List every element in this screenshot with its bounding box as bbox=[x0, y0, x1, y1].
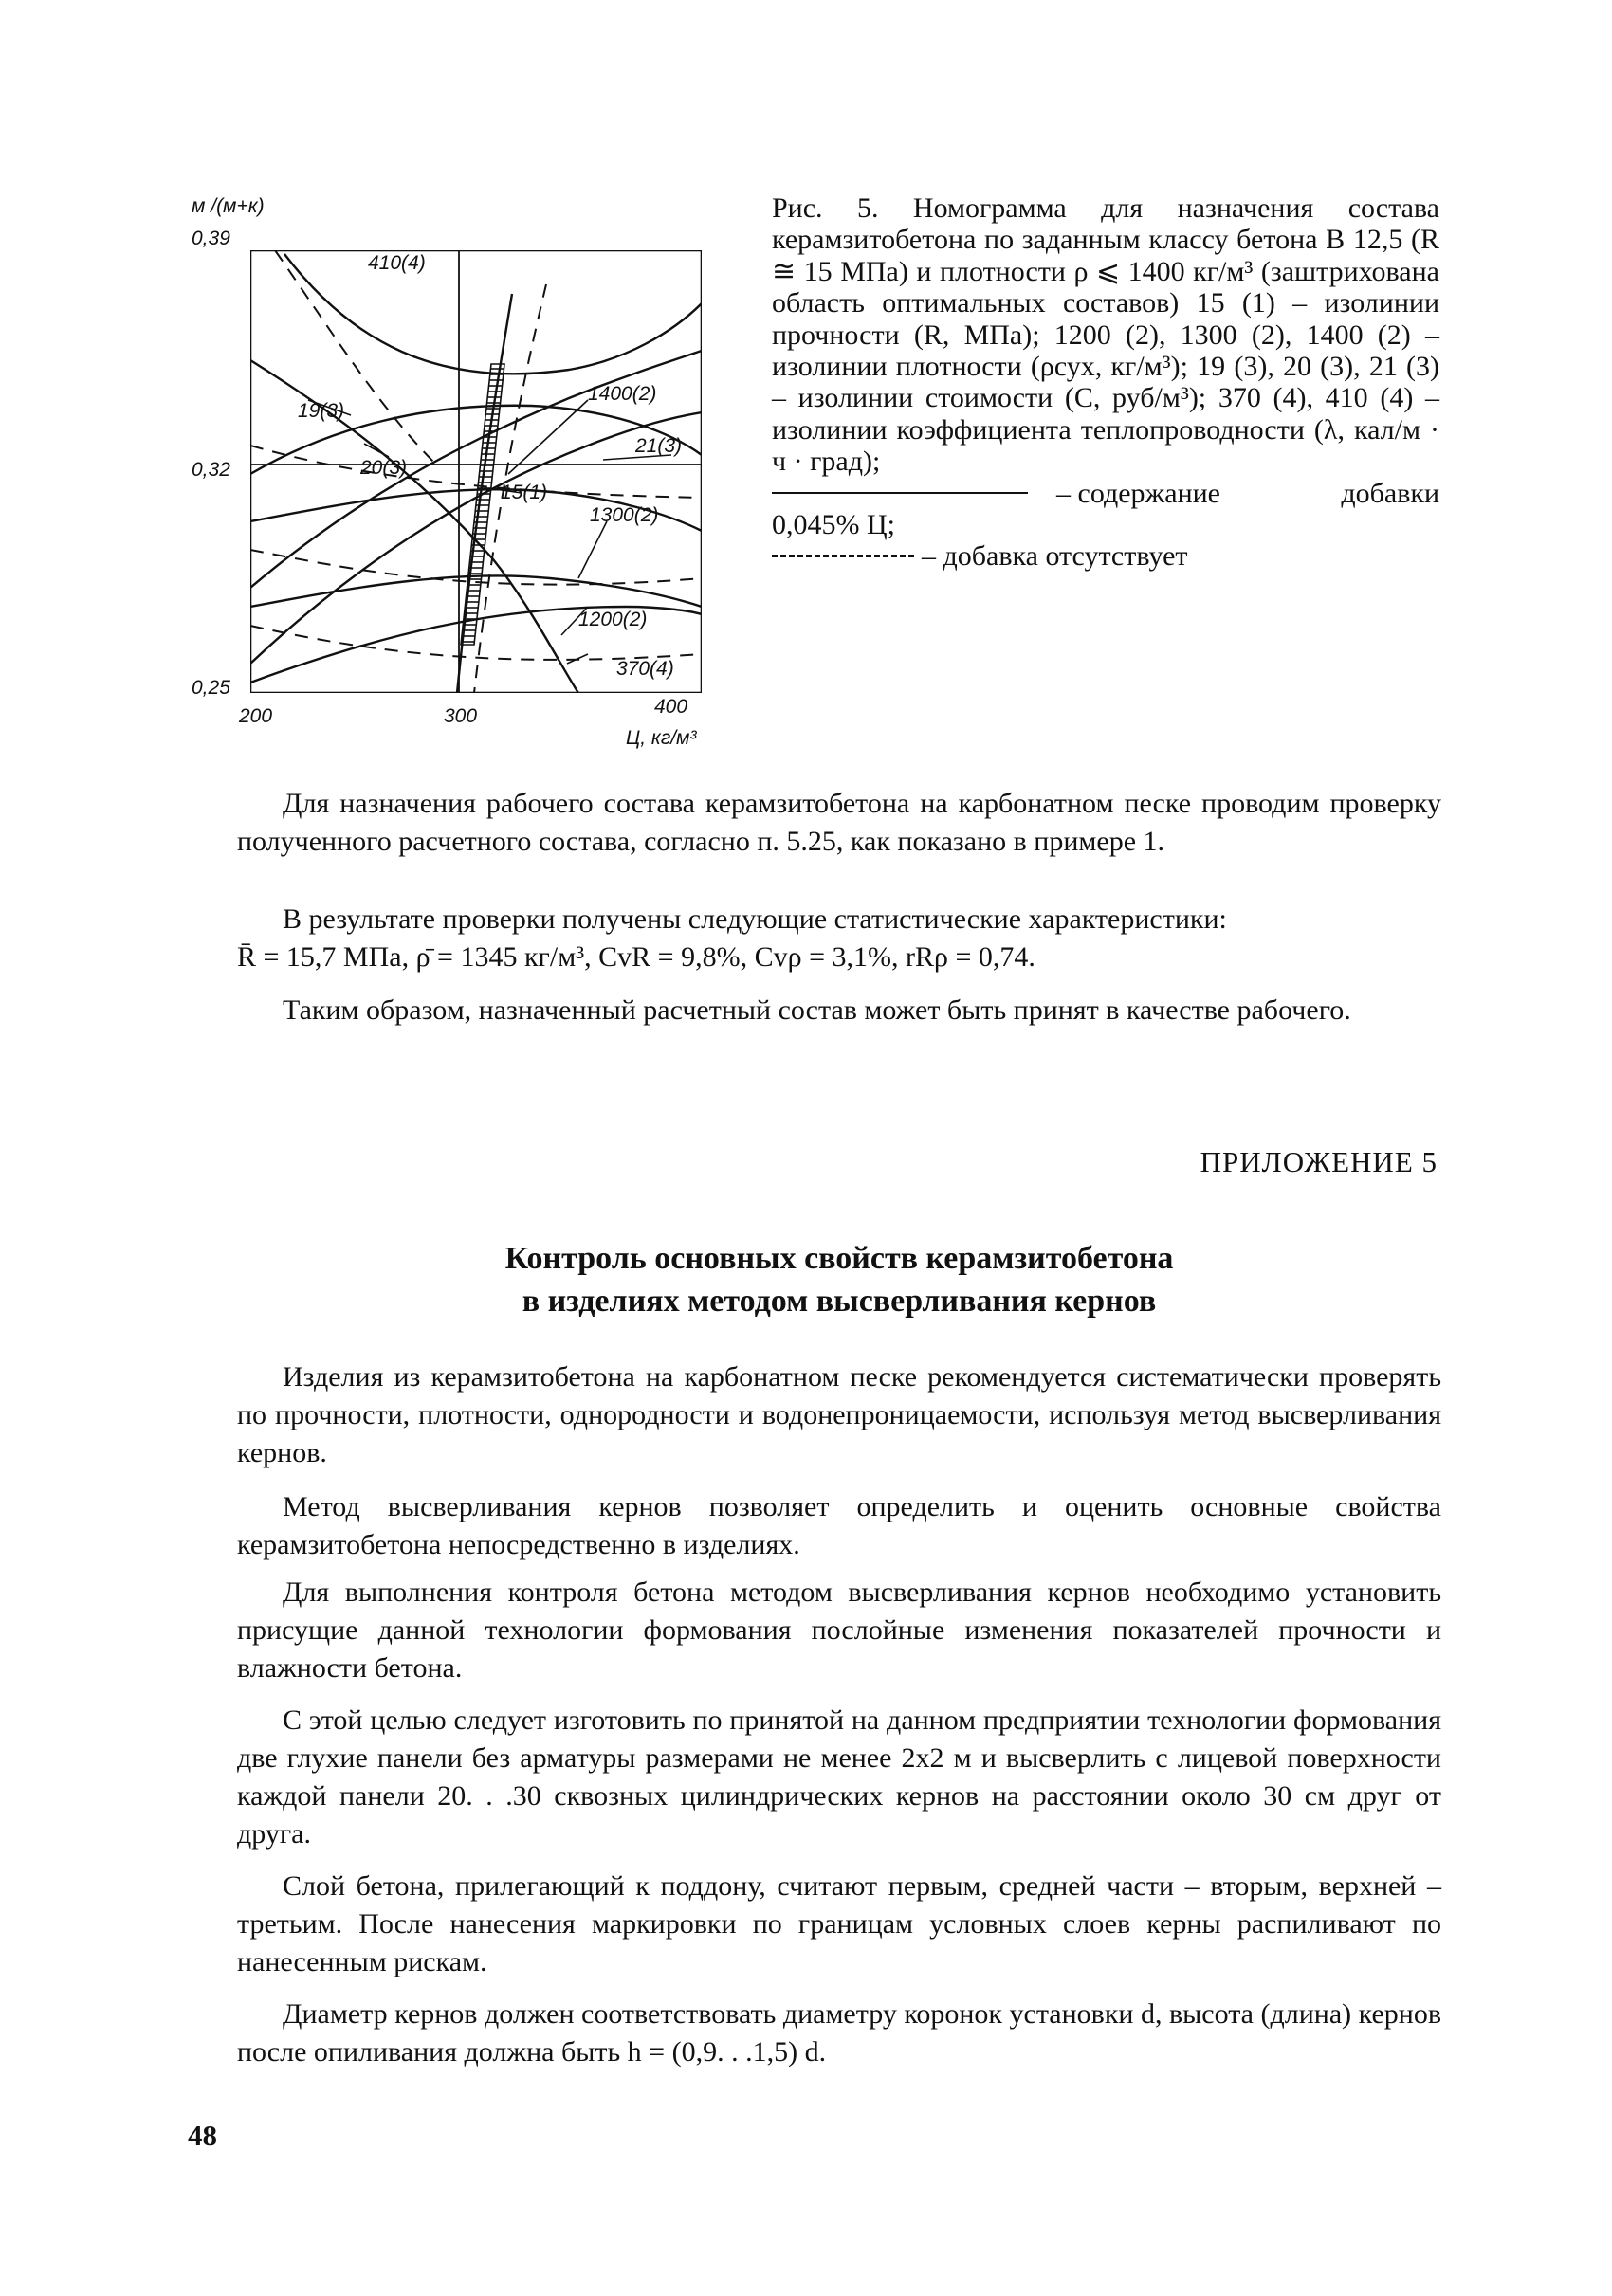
label-19-3: 19(3) bbox=[298, 400, 345, 422]
label-370-4: 370(4) bbox=[616, 658, 674, 680]
x-axis-label: Ц, кг/м³ bbox=[626, 727, 697, 749]
paragraph-2b: R̄ = 15,7 МПа, ρ̄ = 1345 кг/м³, CvR = 9,8%, Cvρ = 3,1%, rRρ = 0,74. bbox=[237, 941, 1035, 973]
label-1300-2: 1300(2) bbox=[590, 504, 659, 526]
section-heading bbox=[237, 1237, 1441, 1322]
legend-solid-line bbox=[772, 492, 1028, 494]
legend-solid-label-a: – содержание bbox=[1056, 477, 1220, 509]
section-paragraph-2: Метод высверливания кернов позволяет определить и оценить основные свойства керамзитобетона непосредственно в изделиях. bbox=[237, 1491, 1441, 1560]
paragraph-2a: В результате проверки получены следующие статистические характеристики: bbox=[283, 903, 1227, 935]
paragraph-1: Для назначения рабочего состава керамзитобетона на карбонатном песке проводим проверку полученного расчетного состава, согласно п. 5.25, как показано в примере 1. bbox=[237, 788, 1441, 857]
y-tick-025: 0,25 bbox=[192, 677, 230, 699]
section-paragraph-4: С этой целью следует изготовить по принятой на данном предприятии технологии формования две глухие панели без арматуры размерами не менее 2x2 м и высверлить с лицевой поверхности каждой панели 20. . .30 сквозных цилиндрических кернов на расстоянии около 30 см друг от друга. bbox=[237, 1704, 1441, 1850]
legend-dashed bbox=[772, 540, 1439, 572]
y-tick-032: 0,32 bbox=[192, 459, 230, 481]
leader-line bbox=[578, 521, 607, 578]
label-1200-2: 1200(2) bbox=[578, 609, 648, 630]
figure-caption bbox=[772, 192, 1439, 572]
label-20-3: 20(3) bbox=[360, 457, 408, 479]
heading-line-1: Контроль основных свойств керамзитобетона bbox=[504, 1241, 1174, 1276]
section-paragraph-6: Диаметр кернов должен соответствовать диаметру коронок установки d, высота (длина) кернов после опиливания должна быть h = (0,9. . .1,5) d. bbox=[237, 1998, 1442, 2068]
isoline-410-4 bbox=[284, 254, 702, 374]
leader-line bbox=[364, 444, 389, 457]
appendix-label: ПРИЛОЖЕНИЕ 5 bbox=[1200, 1145, 1438, 1178]
caption-text: Рис. 5. Номограмма для назначения состава керамзитобетона по заданным классу бетона В 12,5 (R ≅ 15 МПа) и плотности ρ ⩽ 1400 кг/м³ (заштрихована область оптимальных составов) 15 (1) – изолинии прочности (R, МПа); 1200 (2), 1300 (2), 1400 (2) – изолинии плотности (ρсух, кг/м³); 19 (3), 20 (3), 21 (3) – изолинии стоимости (С, руб/м³); 370 (4), 410 (4) – изолинии коэффициента теплопроводности (λ, кал/м · ч · град); bbox=[772, 192, 1439, 478]
legend-solid bbox=[772, 478, 1439, 509]
section-paragraph-5: Слой бетона, прилегающий к поддону, считают первым, средней части – вторым, верхней – третьим. После нанесения маркировки по границам условных слоев керны распиливают по нанесенным рискам. bbox=[237, 1870, 1441, 1977]
section-paragraph-3: Для выполнения контроля бетона методом высверливания кернов необходимо установить присущие данной технологии формования послойные изменения показателей прочности и влажности бетона. bbox=[237, 1576, 1441, 1684]
label-410-4: 410(4) bbox=[368, 252, 426, 274]
legend-dashed-line bbox=[772, 555, 914, 557]
label-1400-2: 1400(2) bbox=[588, 383, 657, 405]
paragraph-3: Таким образом, назначенный расчетный состав может быть принят в качестве рабочего. bbox=[283, 994, 1351, 1026]
page-number: 48 bbox=[188, 2119, 217, 2152]
y-axis-label: м /(м+к) bbox=[192, 195, 265, 217]
heading-line-2: в изделиях методом высверливания кернов bbox=[522, 1284, 1157, 1319]
legend-solid-label-b: добавки bbox=[1341, 477, 1439, 509]
x-tick-300: 300 bbox=[444, 705, 478, 727]
section-paragraph-1: Изделия из керамзитобетона на карбонатном песке рекомендуется систематически проверять по прочности, плотности, однородности и водонепроницаемости, используя метод высверливания кернов. bbox=[237, 1361, 1441, 1468]
x-tick-400: 400 bbox=[654, 696, 688, 718]
label-21-3: 21(3) bbox=[635, 435, 683, 457]
nomogram-figure bbox=[190, 190, 721, 758]
y-tick-039: 0,39 bbox=[192, 228, 230, 249]
legend-solid-label-c: 0,045% Ц; bbox=[772, 508, 895, 540]
x-tick-200: 200 bbox=[239, 705, 273, 727]
legend-dashed-label: – добавка отсутствует bbox=[922, 540, 1188, 573]
label-15-1: 15(1) bbox=[501, 482, 548, 503]
